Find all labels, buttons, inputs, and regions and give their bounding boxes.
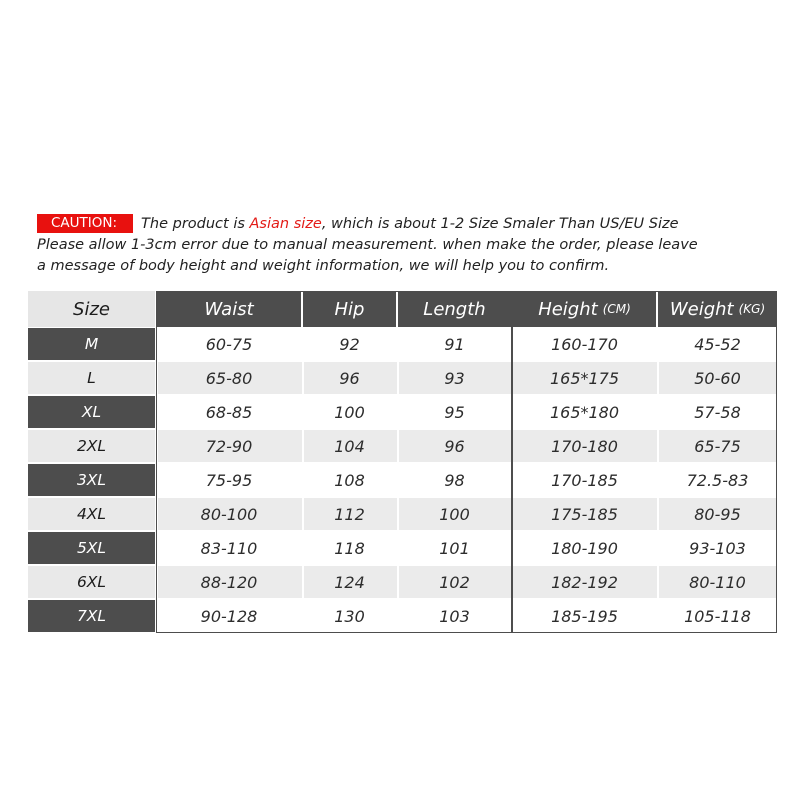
cell-weight: 72.5-83 — [686, 470, 749, 490]
cell-weight: 65-75 — [694, 436, 741, 456]
cell-hip: 108 — [334, 470, 365, 490]
cell-hip: 124 — [334, 572, 365, 592]
cell-length: 91 — [444, 334, 465, 354]
cell-size: 5XL — [28, 532, 155, 564]
cell-waist: 88-120 — [200, 572, 258, 592]
column-divider — [397, 327, 399, 633]
cell-height: 175-185 — [551, 504, 618, 524]
cell-weight: 45-52 — [694, 334, 741, 354]
header-size-label: Size — [73, 298, 110, 320]
cell-length: 101 — [439, 538, 470, 558]
cell-height: 165*180 — [549, 402, 620, 422]
cell-weight: 80-95 — [694, 504, 741, 524]
cell-weight: 93-103 — [689, 538, 746, 558]
header-height-label: Height — [538, 298, 598, 320]
caution-notice — [37, 214, 777, 277]
cell-size: 7XL — [28, 600, 155, 632]
cell-height: 182-192 — [551, 572, 618, 592]
cell-hip: 118 — [334, 538, 365, 558]
header-weight-unit: (KG) — [738, 302, 766, 316]
header-hip-label: Hip — [334, 298, 365, 320]
cell-weight: 57-58 — [694, 402, 741, 422]
cell-height: 185-195 — [551, 606, 618, 626]
cell-length: 100 — [439, 504, 470, 524]
cell-waist: 80-100 — [200, 504, 258, 524]
header-weight-label: Weight — [669, 298, 734, 320]
cell-length: 103 — [439, 606, 470, 626]
cell-size: 6XL — [28, 566, 155, 598]
cell-height: 165*175 — [549, 368, 620, 388]
asian-size-highlight: Asian size — [249, 216, 322, 232]
header-waist-label: Waist — [204, 298, 254, 320]
cell-waist: 68-85 — [205, 402, 253, 422]
column-divider — [302, 327, 304, 633]
cell-hip: 92 — [339, 334, 360, 354]
cell-weight: 80-110 — [689, 572, 746, 592]
cell-hip: 112 — [334, 504, 365, 524]
header-length — [398, 291, 511, 327]
header-height — [513, 291, 656, 327]
caution-line-2: Please allow 1-3cm error due to manual measurement. when make the order, please leave — [37, 237, 698, 253]
cell-weight: 105-118 — [684, 606, 751, 626]
cell-hip: 100 — [334, 402, 365, 422]
cell-hip: 96 — [339, 368, 360, 388]
cell-size: 3XL — [28, 464, 155, 496]
cell-height: 180-190 — [551, 538, 618, 558]
caution-line-1 — [37, 214, 777, 235]
header-weight — [658, 291, 777, 327]
cell-height: 170-185 — [551, 470, 618, 490]
caution-text-post: , which is about 1-2 Size Smaler Than US/EU Size — [321, 216, 679, 232]
cell-size: M — [28, 328, 155, 360]
cell-length: 98 — [444, 470, 465, 490]
size-chart-table — [28, 291, 777, 637]
cell-length: 95 — [444, 402, 465, 422]
cell-waist: 65-80 — [205, 368, 253, 388]
cell-hip: 130 — [334, 606, 365, 626]
cell-size: 4XL — [28, 498, 155, 530]
cell-size: XL — [28, 396, 155, 428]
cell-length: 102 — [439, 572, 470, 592]
cell-size: L — [28, 362, 155, 394]
cell-weight: 50-60 — [694, 368, 741, 388]
header-waist — [157, 291, 301, 327]
cell-length: 93 — [444, 368, 465, 388]
cell-waist: 90-128 — [200, 606, 258, 626]
header-length-label: Length — [423, 298, 486, 320]
caution-text-pre: The product is — [141, 216, 250, 232]
header-size — [28, 291, 155, 327]
cell-height: 160-170 — [551, 334, 618, 354]
cell-waist: 60-75 — [205, 334, 253, 354]
header-hip — [303, 291, 396, 327]
column-divider — [156, 327, 158, 633]
cell-waist: 75-95 — [205, 470, 253, 490]
cell-height: 170-180 — [551, 436, 618, 456]
cell-hip: 104 — [334, 436, 365, 456]
caution-line-3: a message of body height and weight information, we will help you to confirm. — [37, 258, 610, 274]
cell-length: 96 — [444, 436, 465, 456]
cell-waist: 72-90 — [205, 436, 253, 456]
cell-size: 2XL — [28, 430, 155, 462]
column-divider — [657, 327, 659, 633]
caution-badge: CAUTION: — [37, 214, 133, 233]
header-height-unit: (CM) — [602, 302, 631, 316]
cell-waist: 83-110 — [200, 538, 258, 558]
